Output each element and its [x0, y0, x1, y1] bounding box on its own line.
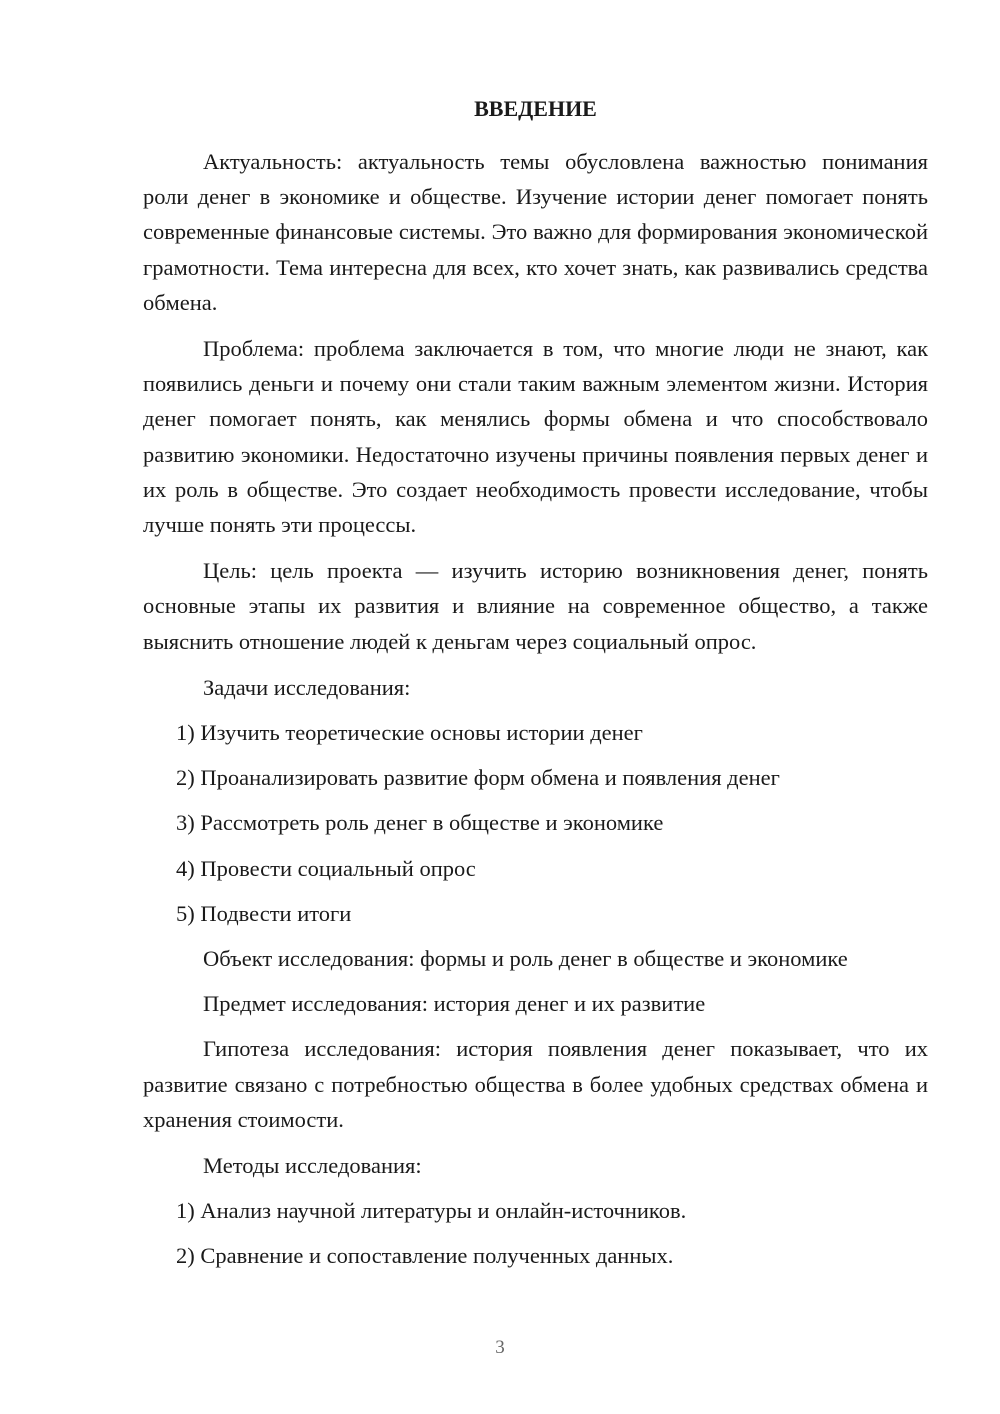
method-item: 2) Сравнение и сопоставление полученных данных. — [176, 1243, 674, 1269]
methods-heading: Методы исследования: — [203, 1153, 422, 1179]
task-item: 1) Изучить теоретические основы истории денег — [176, 720, 643, 746]
page-number: 3 — [495, 1337, 505, 1358]
methods-list — [143, 1193, 928, 1273]
relevance-paragraph: Актуальность: актуальность темы обусловлена важностью понимания роли денег в экономике и обществе. Изучение истории денег помогает понять современные финансовые системы. Это важно для формирования экономической грамотности. Тема интересна для всех, кто хочет знать, как развивались средства обмена. — [143, 149, 928, 315]
hypothesis-paragraph: Гипотеза исследования: история появления денег показывает, что их развитие связано с потребностью общества в более удобных средствах обмена и хранения стоимости. — [143, 1036, 928, 1132]
tasks-list — [143, 715, 928, 931]
method-item: 1) Анализ научной литературы и онлайн-источников. — [176, 1198, 687, 1224]
problem-paragraph: Проблема: проблема заключается в том, что многие люди не знают, как появились деньги и почему они стали таким важным элементом жизни. История денег помогает понять, как менялись формы обмена и что способствовало развитию экономики. Недостаточно изучены причины появления первых денег и их роль в обществе. Это создает необходимость провести исследование, чтобы лучше понять эти процессы. — [143, 336, 928, 538]
task-item: 4) Провести социальный опрос — [176, 855, 476, 881]
document-page — [143, 94, 928, 1284]
tasks-heading: Задачи исследования: — [203, 674, 411, 700]
subject-line: Предмет исследования: история денег и их развитие — [203, 991, 706, 1017]
page-title: ВВЕДЕНИЕ — [474, 96, 597, 121]
task-item: 3) Рассмотреть роль денег в обществе и экономике — [176, 810, 664, 836]
object-line: Объект исследования: формы и роль денег в обществе и экономике — [203, 946, 848, 972]
task-item: 2) Проанализировать развитие форм обмена и появления денег — [176, 765, 780, 791]
goal-paragraph: Цель: цель проекта — изучить историю возникновения денег, понять основные этапы их развития и влияние на современное общество, а также выяснить отношение людей к деньгам через социальный опрос. — [143, 558, 928, 654]
task-item: 5) Подвести итоги — [176, 900, 352, 926]
